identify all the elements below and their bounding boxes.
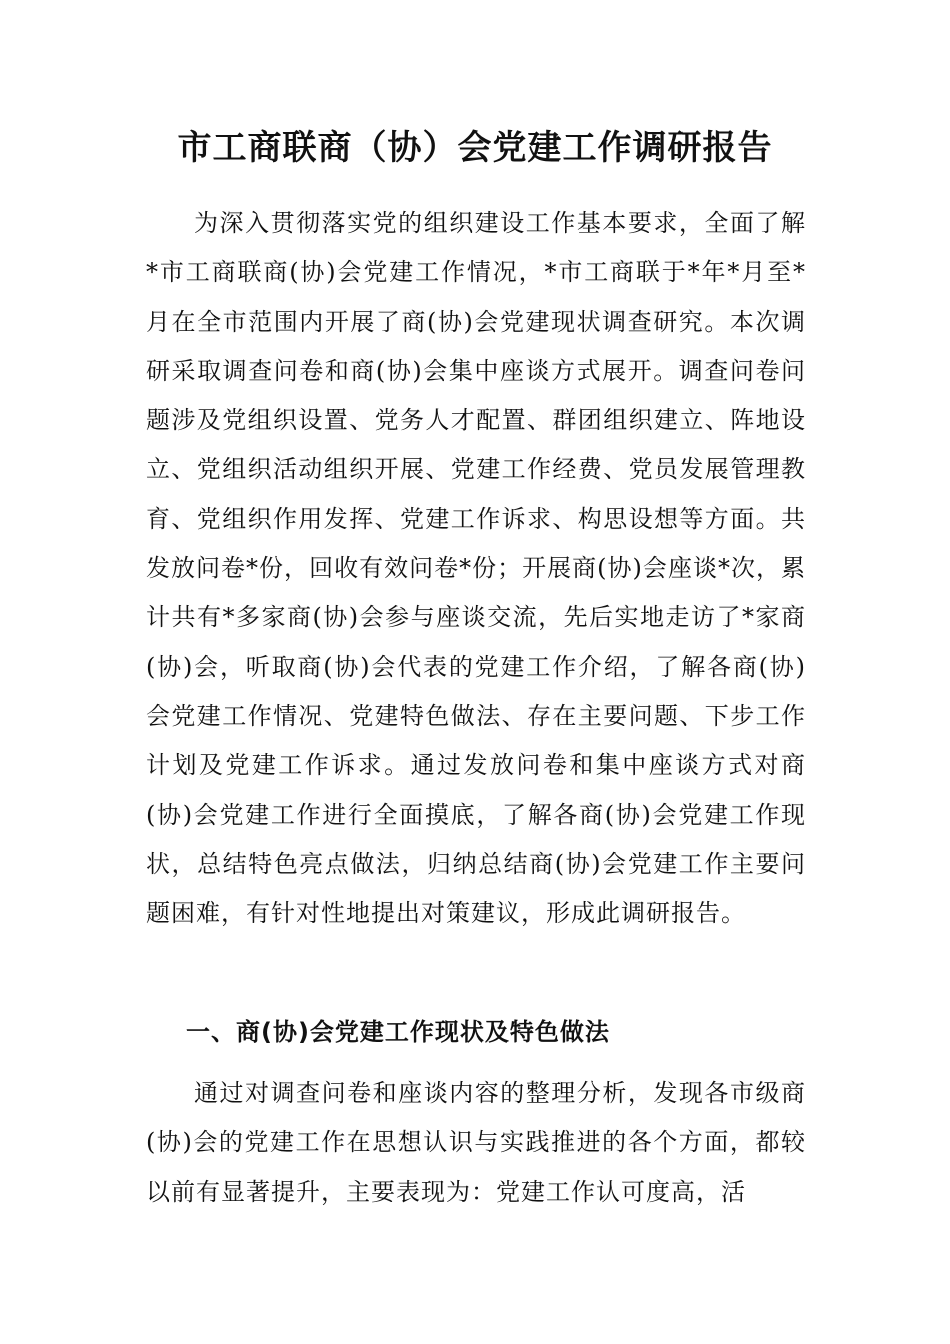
section-heading: 一、商(协)会党建工作现状及特色做法 xyxy=(186,1018,610,1046)
document-title: 市工商联商（协）会党建工作调研报告 xyxy=(177,128,773,168)
section-paragraph: 通过对调查问卷和座谈内容的整理分析，发现各市级商(协)会的党建工作在思想认识与实践推进的各个方面，都较以前有显著提升，主要表现为：党建工作认可度高，活 xyxy=(146,1079,806,1206)
intro-paragraph: 为深入贯彻落实党的组织建设工作基本要求，全面了解*市工商联商(协)会党建工作情况，*市工商联于*年*月至*月在全市范围内开展了商(协)会党建现状调查研究。本次调研采取调查问卷和商(协)会集中座谈方式展开。调查问卷问题涉及党组织设置、党务人才配置、群团组织建立、阵地设立、党组织活动组织开展、党建工作经费、党员发展管理教育、党组织作用发挥、党建工作诉求、构思设想等方面。共发放问卷*份，回收有效问卷*份；开展商(协)会座谈*次，累计共有*多家商(协)会参与座谈交流，先后实地走访了*家商(协)会，听取商(协)会代表的党建工作介绍，了解各商(协)会党建工作情况、党建特色做法、存在主要问题、下步工作计划及党建工作诉求。通过发放问卷和集中座谈方式对商(协)会党建工作进行全面摸底，了解各商(协)会党建工作现状，总结特色亮点做法，归纳总结商(协)会党建工作主要问题困难，有针对性地提出对策建议，形成此调研报告。 xyxy=(146,209,806,928)
